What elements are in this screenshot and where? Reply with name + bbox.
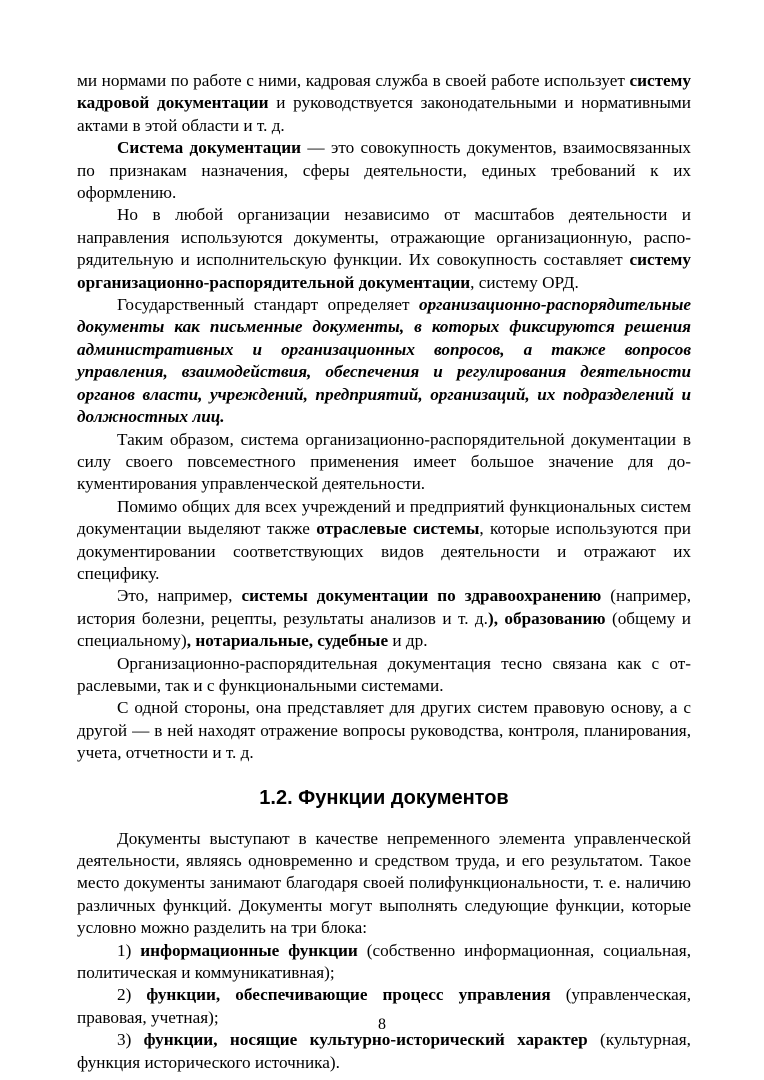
- text-run: (например, история болезни, рецепты, результаты анализов и т. д.: [77, 586, 691, 628]
- paragraph: [77, 828, 691, 940]
- text-run: Таким образом, система организационно-распорядительной документации в силу своего повсеместного применения имеет большое значение для документирования управленческой деятельности.: [77, 429, 691, 494]
- text-run: 3): [117, 1030, 144, 1050]
- text-run: Государственный стандарт определяет: [117, 295, 419, 315]
- text-run: — это совокупность документов, взаимосвязанных по признакам назначения, сферы деятельности, единых требований к их оформлению.: [77, 138, 691, 203]
- text-run: Организационно-распорядительная документация тесно связана как с отраслевыми, так и с функциональными системами.: [77, 653, 691, 695]
- text-run: и др.: [388, 631, 428, 651]
- text-run: Помимо общих для всех учреждений и предприятий функциональных систем документации выделяют также: [77, 496, 691, 539]
- section-text-after-heading: [77, 828, 691, 1074]
- text-run: Документы выступают в качестве непременного элемента управленческой деятельности, являясь одновременно и средством труда, и его результатом. Такое место документы занимают благодаря своей полифункциональности, т. е. наличию различных функций. Документы могут выполнять следующие функции, которые условно можно разделить на три блока:: [77, 828, 691, 938]
- emphasized-text-run: , нотариальные, судебные: [186, 631, 389, 651]
- section-heading: 1.2. Функции документов: [259, 786, 509, 809]
- text-run: и руководствуется законодательными и нормативными актами в этой области и т. д.: [77, 93, 691, 135]
- emphasized-text-run: функции, обеспечивающие процесс управления: [146, 985, 551, 1005]
- paragraph: [77, 70, 691, 137]
- emphasized-text-run: системы документации по здравоохранению: [241, 586, 602, 606]
- page-number: 8: [378, 1016, 386, 1033]
- text-run: Но в любой организации независимо от масштабов деятельности и направления используются документы, отражающие организационную, распорядительную и исполнительскую функции. Их совокупность составляет: [77, 205, 691, 270]
- paragraph: [77, 697, 691, 764]
- emphasized-text-run: систему организационно-распорядительной документации: [77, 250, 691, 292]
- page-content: [77, 70, 691, 1074]
- emphasized-text-run: организационно-распорядительные документы как письменные документы, в которых фиксируются решения административных и организационных вопросов, а также вопросов управления, взаимодействия, обеспечения и регулирования деятельности органов власти, учреждений, предприятий, организаций, их подразделений и должностных лиц.: [77, 295, 691, 427]
- section-text-before-heading: [77, 70, 691, 765]
- text-run: (культурная, функция исторического источника).: [77, 1030, 691, 1072]
- paragraph: [77, 1029, 691, 1074]
- text-run: (общему и специальному): [77, 608, 691, 651]
- text-run: 2): [117, 985, 147, 1005]
- text-run: , которые используются при документировании соответствующих видов деятельности и отражают их специфику.: [77, 519, 691, 583]
- paragraph: [77, 137, 691, 204]
- emphasized-text-run: информационные функции: [140, 940, 358, 960]
- emphasized-text-run: функции, носящие культурно-исторический характер: [143, 1030, 588, 1050]
- text-run: 1): [117, 940, 141, 960]
- paragraph: [77, 496, 691, 586]
- text-run: (собственно информационная, социальная, политическая и коммуникативная);: [77, 940, 691, 983]
- emphasized-text-run: систему кадровой документации: [77, 71, 691, 113]
- emphasized-text-run: ), образованию: [487, 608, 606, 628]
- paragraph: [77, 429, 691, 496]
- paragraph: [77, 940, 691, 985]
- text-run: ми нормами по работе с ними, кадровая служба в своей работе использует: [77, 71, 630, 90]
- emphasized-text-run: Система документации: [117, 138, 302, 158]
- text-run: (управленческая, правовая, учетная);: [77, 985, 691, 1027]
- paragraph: [77, 294, 691, 428]
- text-run: С одной стороны, она представляет для других систем правовую основу, а с другой — в ней находят отражение вопросы руководства, контроля, планирования, учета, отчетности и т. д.: [77, 698, 691, 763]
- paragraph: [77, 653, 691, 698]
- emphasized-text-run: отраслевые системы: [316, 519, 480, 539]
- text-run: Это, например,: [117, 586, 242, 606]
- paragraph: [77, 585, 691, 652]
- paragraph: [77, 204, 691, 294]
- text-run: , систему ОРД.: [470, 272, 579, 292]
